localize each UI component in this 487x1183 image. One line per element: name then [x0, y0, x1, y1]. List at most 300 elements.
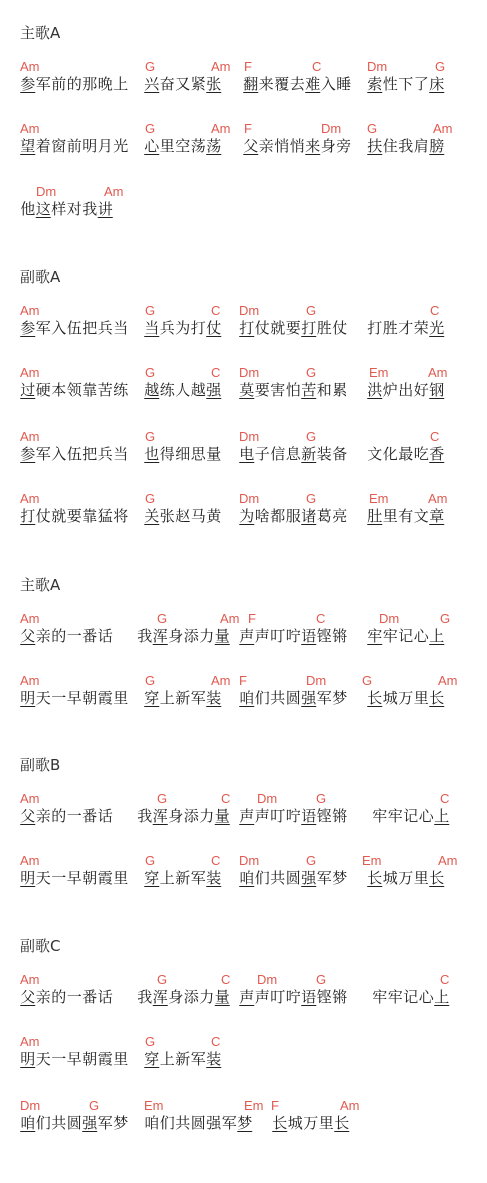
lyric-char: 肩 [413, 137, 429, 155]
lyric-char: 前 [51, 75, 67, 93]
chord-label: Dm [239, 853, 260, 868]
lyric-phrase [144, 318, 222, 338]
lyric-char: 朝 [82, 689, 98, 707]
chord-label: F [271, 1098, 279, 1113]
chord-label: Am [104, 184, 124, 199]
lyric-char: 梦 [332, 689, 348, 707]
lyric-char: 咛 [285, 807, 301, 825]
lyric-char: 讲 [97, 200, 113, 218]
chord-label: Am [340, 1098, 360, 1113]
lyric-char: 心 [413, 627, 429, 645]
lyric-char: 圆 [190, 1114, 206, 1132]
lyric-char: 万 [398, 689, 414, 707]
lyric-phrase [239, 444, 348, 464]
lyric-char: 累 [332, 381, 348, 399]
lyric-phrase [20, 688, 129, 708]
lyric-char: 天 [35, 689, 51, 707]
lyric-char: 圆 [285, 689, 301, 707]
lyric-char: 紧 [190, 75, 206, 93]
lyric-phrase [239, 506, 348, 526]
lyric-char: 强 [301, 689, 317, 707]
chord-label: G [316, 791, 327, 806]
lyric-char: 身 [168, 627, 184, 645]
lyric-char: 一 [66, 627, 82, 645]
lyric-char: 锵 [332, 807, 348, 825]
lyric-char: 苦 [97, 381, 113, 399]
lyric-char: 硬 [35, 381, 51, 399]
lyric-char: 光 [113, 137, 129, 155]
chord-label: G [145, 673, 156, 688]
lyric-char: 得 [159, 445, 175, 463]
lyric-char: 上 [434, 988, 450, 1006]
lyric-char: 这 [35, 200, 51, 218]
lyric-char: 朝 [82, 869, 98, 887]
lyric-char: 月 [97, 137, 113, 155]
lyric-char: 牢 [387, 988, 403, 1006]
lyric-char: 仗 [254, 319, 270, 337]
lyric-char: 为 [239, 507, 255, 525]
chord-label: Dm [239, 491, 260, 506]
lyric-char: 荣 [413, 319, 429, 337]
section-title: 主歌A [20, 24, 61, 42]
lyric-char: 强 [206, 381, 222, 399]
lyric-char: 装 [206, 1050, 222, 1068]
lyric-char: 前 [66, 137, 82, 155]
lyric-char: 打 [239, 319, 255, 337]
lyric-char: 要 [285, 319, 301, 337]
chord-label: C [211, 303, 221, 318]
lyric-phrase [20, 136, 129, 156]
lyric-char: 里 [382, 507, 398, 525]
lyric-char: 强 [82, 1114, 98, 1132]
chord-label: Am [433, 121, 453, 136]
lyric-char: 梦 [332, 869, 348, 887]
lyric-char: 叮 [270, 988, 286, 1006]
lyric-char: 上 [159, 689, 175, 707]
lyric-char: 才 [398, 319, 414, 337]
lyric-char: 牢 [372, 988, 388, 1006]
lyric-char: 上 [113, 75, 129, 93]
lyric-phrase [137, 987, 230, 1007]
lyric-char: 要 [66, 507, 82, 525]
lyric-char: 啥 [254, 507, 270, 525]
lyric-char: 装 [316, 445, 332, 463]
lyric-char: 晚 [97, 75, 113, 93]
lyric-char: 样 [51, 200, 67, 218]
lyric-char: 城 [382, 689, 398, 707]
lyric-char: 关 [144, 507, 160, 525]
chord-label: G [157, 972, 168, 987]
lyric-char: 锵 [332, 988, 348, 1006]
lyric-char: 下 [398, 75, 414, 93]
lyric-char: 的 [51, 807, 67, 825]
chord-label: Dm [239, 429, 260, 444]
lyric-char: 过 [20, 381, 36, 399]
lyric-char: 亲 [35, 988, 51, 1006]
lyric-char: 明 [82, 137, 98, 155]
lyric-char: 军 [316, 689, 332, 707]
lyric-char: 共 [270, 869, 286, 887]
lyric-char: 军 [35, 445, 51, 463]
lyric-char: 牢 [387, 807, 403, 825]
chord-label: Am [20, 429, 40, 444]
lyric-phrase [367, 318, 445, 338]
lyric-char: 就 [270, 319, 286, 337]
lyric-char: 文 [413, 507, 429, 525]
lyric-char: 咱 [144, 1114, 160, 1132]
chord-label: G [440, 611, 451, 626]
chord-label: Dm [239, 303, 260, 318]
lyric-phrase [144, 1113, 253, 1133]
chord-label: C [221, 972, 231, 987]
chord-label: Am [20, 121, 40, 136]
lyric-char: 语 [301, 627, 317, 645]
lyric-char: 铿 [316, 988, 332, 1006]
lyric-char: 量 [214, 627, 230, 645]
chord-label: Am [428, 365, 448, 380]
lyric-char: 打 [301, 319, 317, 337]
lyric-char: 害 [270, 381, 286, 399]
lyric-char: 番 [82, 988, 98, 1006]
lyric-char: 装 [206, 869, 222, 887]
chord-label: F [244, 59, 252, 74]
lyric-phrase [239, 318, 348, 338]
lyric-phrase [367, 136, 445, 156]
lyric-char: 将 [113, 507, 129, 525]
lyric-char: 里 [113, 869, 129, 887]
lyric-char: 话 [97, 627, 113, 645]
lyric-char: 兵 [159, 319, 175, 337]
lyric-phrase [239, 688, 348, 708]
chord-label: C [211, 365, 221, 380]
lyric-char: 入 [51, 445, 67, 463]
chord-label: Em [362, 853, 382, 868]
lyric-char: 早 [66, 1050, 82, 1068]
lyric-char: 窗 [51, 137, 67, 155]
lyric-char: 军 [190, 869, 206, 887]
lyric-char: 细 [175, 445, 191, 463]
chord-label: Am [211, 673, 231, 688]
lyric-char: 心 [144, 137, 160, 155]
lyric-char: 力 [199, 807, 215, 825]
lyric-char: 父 [20, 988, 36, 1006]
lyric-char: 上 [159, 869, 175, 887]
chord-label: G [306, 303, 317, 318]
chord-label: Dm [257, 791, 278, 806]
chord-label: G [306, 853, 317, 868]
lyric-char: 穿 [144, 1050, 160, 1068]
lyric-phrase [20, 868, 129, 888]
lyric-char: 量 [206, 445, 222, 463]
lyric-char: 黄 [206, 507, 222, 525]
lyric-char: 话 [97, 807, 113, 825]
lyric-char: 一 [51, 1050, 67, 1068]
section-title: 副歌A [20, 268, 61, 286]
lyric-char: 光 [429, 319, 445, 337]
lyric-char: 天 [35, 869, 51, 887]
chord-label: Dm [379, 611, 400, 626]
lyric-char: 性 [382, 75, 398, 93]
lyric-phrase [239, 626, 348, 646]
chord-label: Am [220, 611, 240, 626]
lyric-char: 亮 [332, 507, 348, 525]
lyric-char: 添 [183, 627, 199, 645]
chord-label: F [239, 673, 247, 688]
lyric-char: 悄 [274, 137, 290, 155]
chord-label: G [145, 303, 156, 318]
lyric-char: 就 [51, 507, 67, 525]
lyric-char: 猛 [97, 507, 113, 525]
lyric-char: 里 [413, 689, 429, 707]
lyric-char: 长 [367, 869, 383, 887]
lyric-char: 着 [35, 137, 51, 155]
lyric-char: 记 [403, 807, 419, 825]
lyric-phrase [20, 506, 129, 526]
chord-label: G [145, 121, 156, 136]
lyric-char: 化 [382, 445, 398, 463]
lyric-char: 浑 [152, 988, 168, 1006]
lyric-char: 入 [51, 319, 67, 337]
lyric-char: 靠 [82, 507, 98, 525]
lyric-char: 量 [214, 807, 230, 825]
lyric-char: 里 [413, 869, 429, 887]
lyric-char: 身 [168, 807, 184, 825]
lyric-char: 共 [175, 1114, 191, 1132]
chord-label: Am [20, 1034, 40, 1049]
lyric-char: 床 [429, 75, 445, 93]
chord-label: C [440, 791, 450, 806]
lyric-char: 声 [239, 627, 255, 645]
section-title: 副歌B [20, 756, 61, 774]
section-title: 主歌A [20, 576, 61, 594]
lyric-char: 里 [113, 1050, 129, 1068]
lyric-phrase [20, 1049, 129, 1069]
section-title: 副歌C [20, 937, 61, 955]
chord-label: C [221, 791, 231, 806]
chord-label: G [145, 491, 156, 506]
lyric-char: 张 [159, 507, 175, 525]
chord-label: Em [369, 365, 389, 380]
lyric-char: 难 [305, 75, 321, 93]
lyric-char: 悄 [289, 137, 305, 155]
lyric-phrase [367, 506, 445, 526]
lyric-char: 把 [82, 319, 98, 337]
lyric-char: 咛 [285, 988, 301, 1006]
chord-label: G [145, 429, 156, 444]
lyric-char: 早 [66, 869, 82, 887]
lyric-char: 兵 [97, 319, 113, 337]
lyric-phrase [137, 806, 230, 826]
lyric-char: 息 [285, 445, 301, 463]
lyric-char: 霞 [97, 689, 113, 707]
lyric-char: 怕 [285, 381, 301, 399]
lyric-char: 兴 [144, 75, 160, 93]
lyric-char: 声 [239, 807, 255, 825]
lyric-char: 打 [367, 319, 383, 337]
lyric-char: 都 [270, 507, 286, 525]
lyric-char: 靠 [82, 381, 98, 399]
lyric-char: 叮 [270, 627, 286, 645]
lyric-char: 的 [51, 988, 67, 1006]
lyric-char: 上 [434, 807, 450, 825]
lyric-char: 心 [418, 807, 434, 825]
lyric-char: 早 [66, 689, 82, 707]
lyric-char: 了 [413, 75, 429, 93]
chord-label: Am [20, 673, 40, 688]
chord-label: Dm [306, 673, 327, 688]
lyric-char: 声 [254, 627, 270, 645]
lyric-char: 把 [82, 445, 98, 463]
lyric-char: 子 [254, 445, 270, 463]
lyric-char: 圆 [66, 1114, 82, 1132]
chord-label: G [316, 972, 327, 987]
chord-label: Am [211, 121, 231, 136]
chord-label: Em [369, 491, 389, 506]
lyric-char: 咛 [285, 627, 301, 645]
lyric-char: 身 [168, 988, 184, 1006]
lyric-phrase [367, 626, 445, 646]
lyric-char: 咱 [239, 869, 255, 887]
lyric-char: 要 [254, 381, 270, 399]
lyric-char: 最 [398, 445, 414, 463]
lyric-char: 住 [382, 137, 398, 155]
lyric-phrase [20, 199, 113, 219]
lyric-char: 又 [175, 75, 191, 93]
lyric-char: 里 [113, 689, 129, 707]
lyric-char: 伍 [66, 445, 82, 463]
lyric-char: 我 [82, 200, 98, 218]
lyric-phrase [144, 688, 222, 708]
lyric-char: 服 [285, 507, 301, 525]
chord-label: G [306, 365, 317, 380]
lyric-char: 荡 [206, 137, 222, 155]
lyric-char: 力 [199, 988, 215, 1006]
lyric-char: 仗 [332, 319, 348, 337]
lyric-char: 霞 [97, 1050, 113, 1068]
lyric-char: 穿 [144, 869, 160, 887]
lyric-phrase [20, 806, 113, 826]
lyric-char: 长 [367, 689, 383, 707]
chord-label: C [430, 303, 440, 318]
lyric-char: 牢 [372, 807, 388, 825]
lyric-char: 长 [429, 689, 445, 707]
lyric-phrase [20, 318, 129, 338]
lyric-char: 备 [332, 445, 348, 463]
lyric-char: 咱 [20, 1114, 36, 1132]
lyric-char: 和 [316, 381, 332, 399]
lyric-char: 一 [51, 689, 67, 707]
lyric-phrase [20, 1113, 129, 1133]
lyric-char: 空 [175, 137, 191, 155]
chord-label: Am [428, 491, 448, 506]
lyric-char: 新 [175, 1050, 191, 1068]
lyric-char: 铿 [316, 627, 332, 645]
lyric-char: 睡 [336, 75, 352, 93]
lyric-char: 锵 [332, 627, 348, 645]
lyric-char: 新 [301, 445, 317, 463]
lyric-char: 他 [20, 200, 36, 218]
lyric-char: 葛 [316, 507, 332, 525]
lyric-char: 索 [367, 75, 383, 93]
lyric-char: 语 [301, 807, 317, 825]
lyric-char: 声 [254, 988, 270, 1006]
chord-label: Am [20, 791, 40, 806]
chord-label: G [145, 853, 156, 868]
lyric-char: 我 [398, 137, 414, 155]
lyric-char: 洪 [367, 381, 383, 399]
chord-label: G [306, 429, 317, 444]
lyric-char: 张 [206, 75, 222, 93]
lyric-char: 有 [398, 507, 414, 525]
lyric-char: 身 [320, 137, 336, 155]
lyric-char: 天 [35, 1050, 51, 1068]
lyric-char: 量 [214, 988, 230, 1006]
chord-label: G [145, 1034, 156, 1049]
lyric-char: 铿 [316, 807, 332, 825]
lyric-phrase [20, 74, 129, 94]
lyric-char: 肚 [367, 507, 383, 525]
lyric-char: 叮 [270, 807, 286, 825]
lyric-phrase [20, 987, 113, 1007]
chord-label: Am [20, 491, 40, 506]
lyric-char: 霞 [97, 869, 113, 887]
lyric-phrase [239, 987, 348, 1007]
lyric-char: 上 [159, 1050, 175, 1068]
lyric-char: 一 [66, 807, 82, 825]
lyric-phrase [144, 868, 222, 888]
lyric-char: 声 [254, 807, 270, 825]
lyric-char: 梦 [237, 1114, 253, 1132]
lyric-char: 万 [398, 869, 414, 887]
lyric-phrase [144, 1049, 222, 1069]
lyric-phrase [239, 806, 348, 826]
lyric-char: 心 [418, 988, 434, 1006]
lyric-char: 信 [270, 445, 286, 463]
lyric-char: 我 [137, 627, 153, 645]
lyric-char: 当 [113, 319, 129, 337]
lyric-char: 参 [20, 445, 36, 463]
lyric-char: 城 [382, 869, 398, 887]
lyric-char: 们 [159, 1114, 175, 1132]
lyric-phrase [239, 868, 348, 888]
lyric-char: 仗 [35, 507, 51, 525]
chord-label: Am [20, 303, 40, 318]
lyric-char: 来 [305, 137, 321, 155]
lyric-char: 新 [175, 689, 191, 707]
lyric-char: 牢 [382, 627, 398, 645]
lyric-char: 父 [243, 137, 259, 155]
lyric-char: 牢 [367, 627, 383, 645]
lyric-char: 明 [20, 1050, 36, 1068]
lyric-phrase [144, 444, 222, 464]
lyric-char: 城 [287, 1114, 303, 1132]
lyric-char: 明 [20, 869, 36, 887]
lyric-char: 父 [20, 807, 36, 825]
chord-label: Dm [36, 184, 57, 199]
lyric-char: 香 [429, 445, 445, 463]
chord-label: Dm [321, 121, 342, 136]
chord-label: Dm [20, 1098, 41, 1113]
lyric-phrase [367, 868, 445, 888]
lyric-char: 参 [20, 75, 36, 93]
lyric-char: 入 [320, 75, 336, 93]
lyric-char: 当 [113, 445, 129, 463]
lyric-char: 扶 [367, 137, 383, 155]
lyric-char: 们 [254, 869, 270, 887]
chord-label: Am [438, 853, 458, 868]
lyric-phrase [243, 74, 352, 94]
lyric-char: 打 [20, 507, 36, 525]
